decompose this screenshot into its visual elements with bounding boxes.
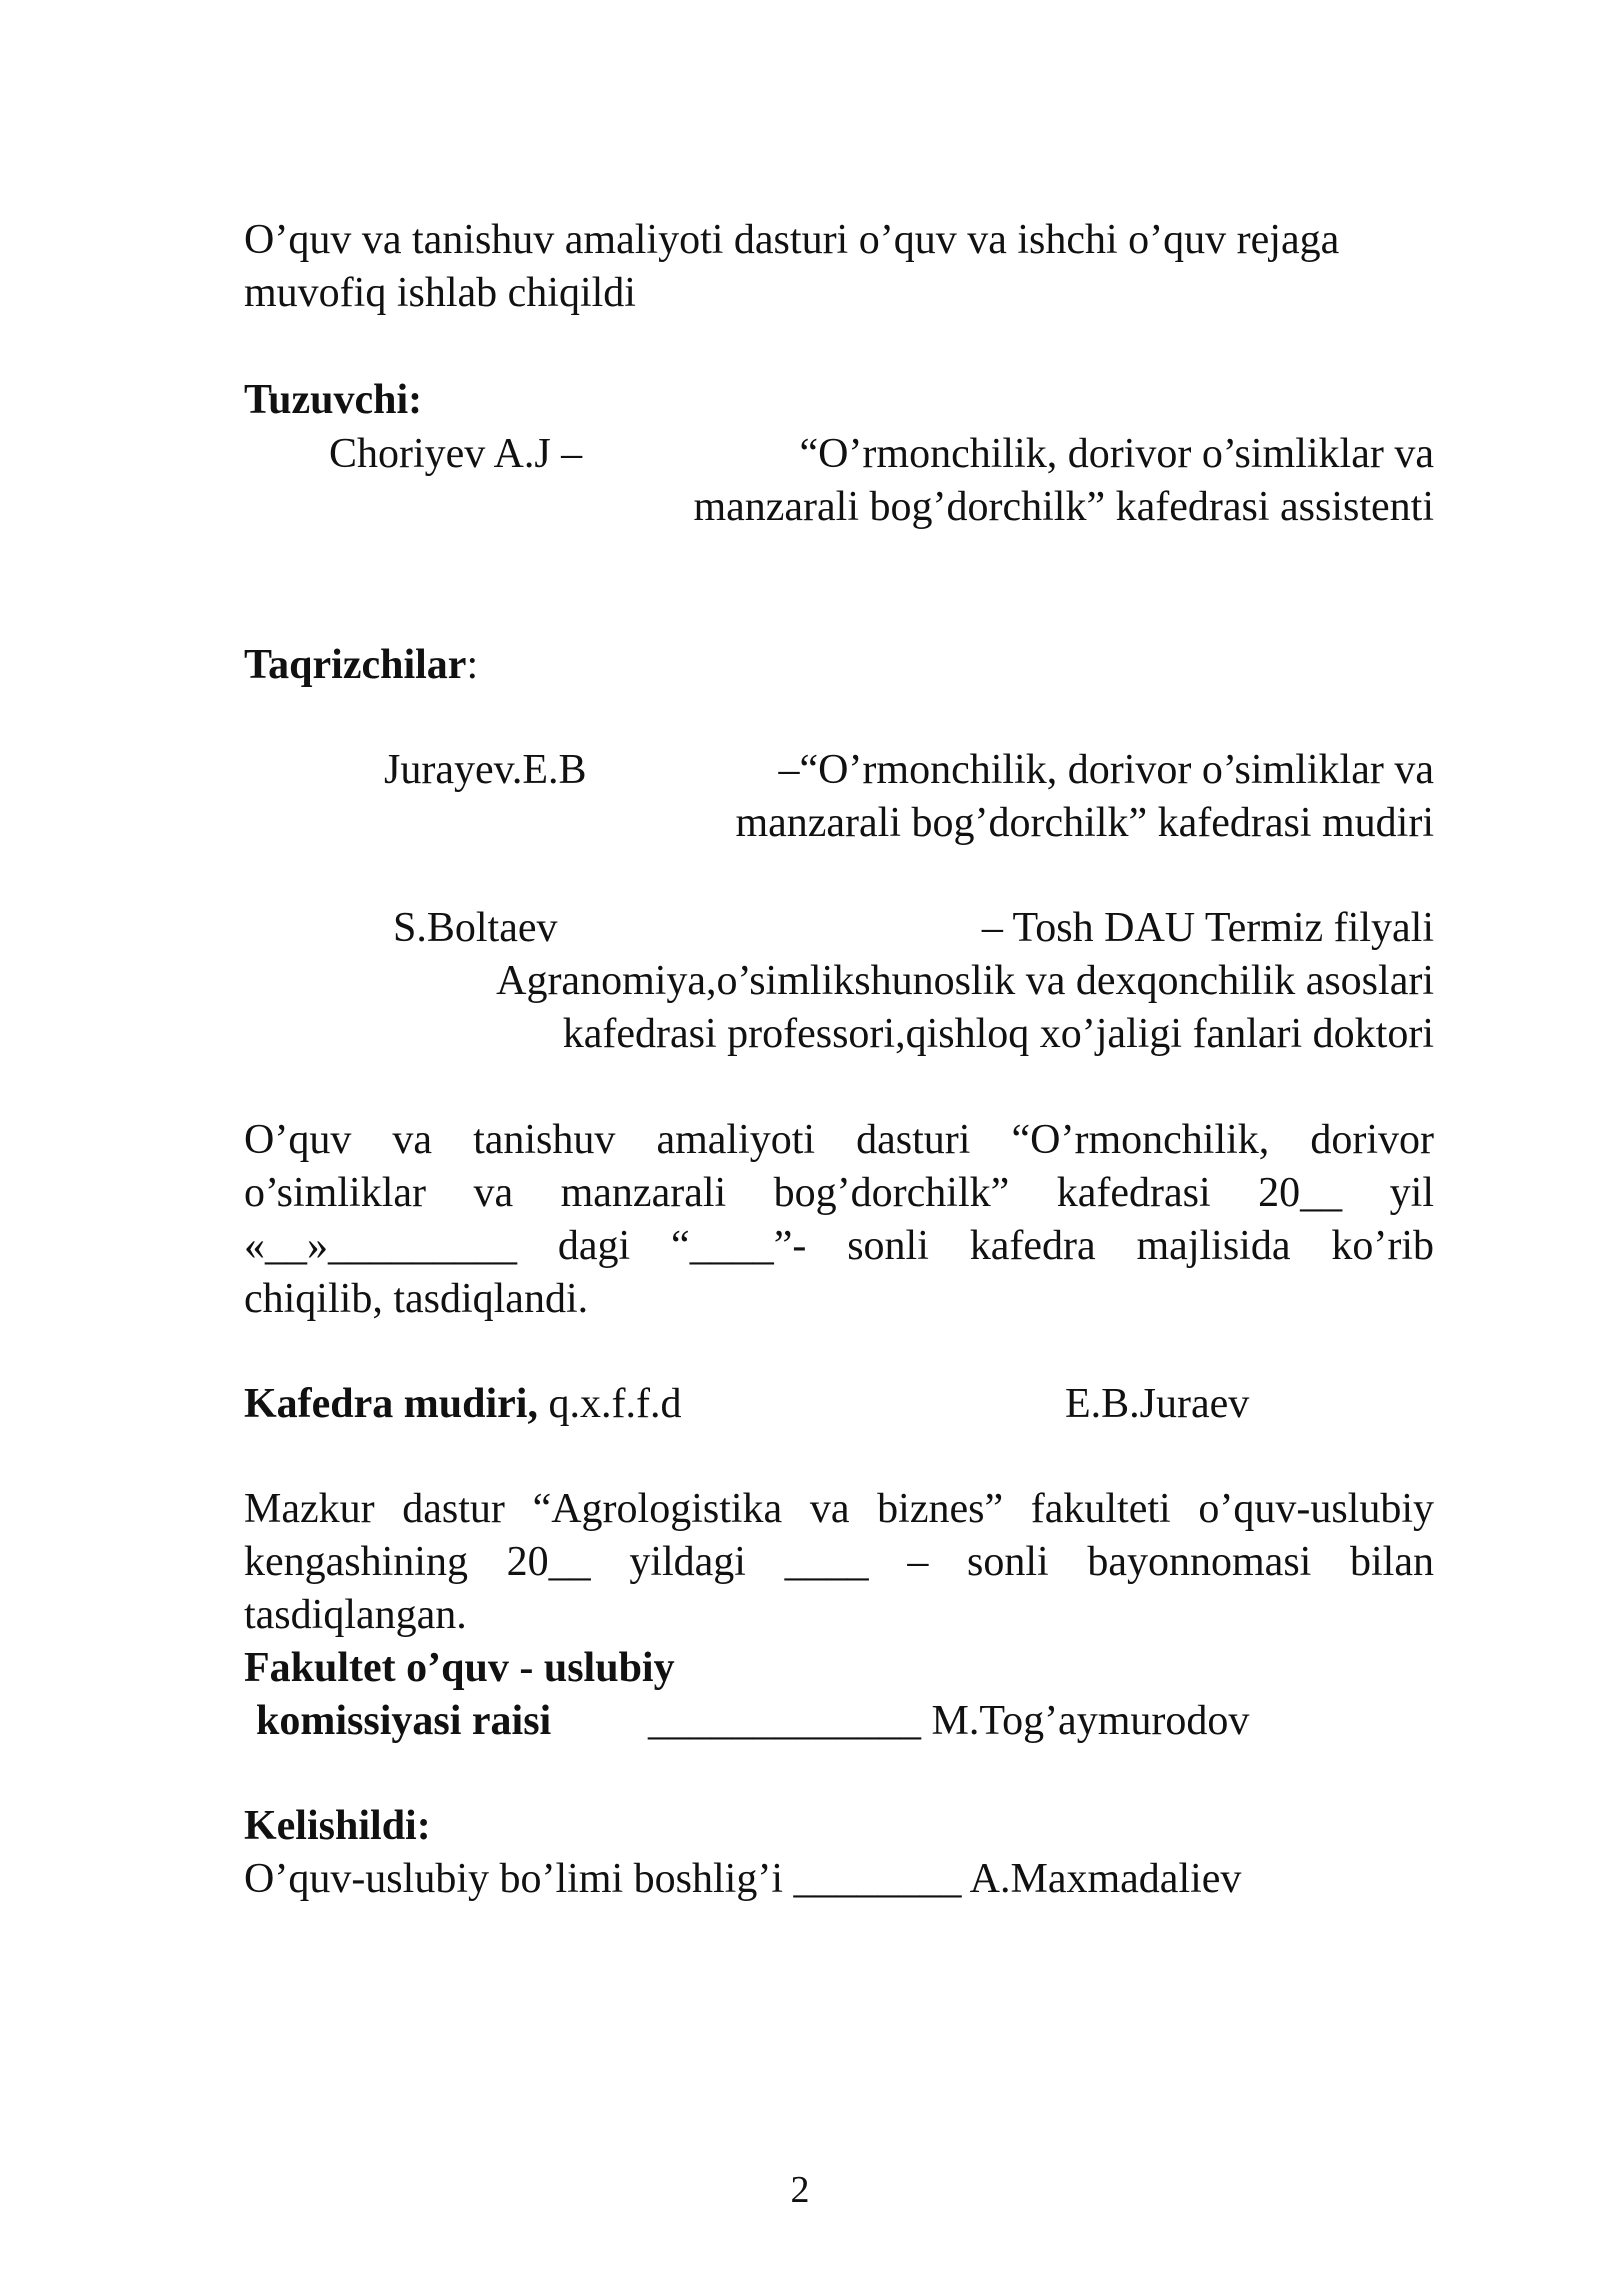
reviewer-1-role-line-1: –“O’rmonchilik, dorivor o’simliklar va — [778, 747, 1434, 793]
reviewer-1-name: Jurayev.E.B — [384, 747, 587, 793]
reviewer-1-role-line-2: manzarali bog’dorchilk” kafedrasi mudiri — [735, 800, 1434, 846]
reviewers-heading-colon: : — [466, 642, 479, 688]
approval-line-3: «__»_________ dagi “____”- sonli kafedra majlisida ko’rib — [244, 1223, 1434, 1269]
head-of-department-degree: q.x.f.f.d — [537, 1381, 682, 1427]
head-of-department-label: Kafedra mudiri, — [244, 1381, 538, 1427]
reviewer-2-name: S.Boltaev — [393, 905, 558, 951]
approval-line-1: O’quv va tanishuv amaliyoti dasturi “O’rmonchilik, dorivor — [244, 1117, 1434, 1163]
faculty-line-3: tasdiqlangan. — [244, 1592, 467, 1638]
faculty-line-1: Mazkur dastur “Agrologistika va biznes” fakulteti o’quv-uslubiy — [244, 1486, 1434, 1532]
faculty-chair-signature: _____________ M.Tog’aymurodov — [648, 1698, 1250, 1744]
compiler-role-line-1: “O’rmonchilik, dorivor o’simliklar va — [799, 431, 1434, 477]
faculty-chair-label-line-1: Fakultet o’quv - uslubiy — [244, 1645, 675, 1691]
compiler-heading: Tuzuvchi: — [244, 377, 423, 423]
reviewers-heading — [244, 639, 478, 691]
head-of-department-name: E.B.Juraev — [1065, 1381, 1250, 1427]
intro-line-1: O’quv va tanishuv amaliyoti dasturi o’quv va ishchi o’quv rejaga — [244, 217, 1340, 263]
reviewer-2-role-line-1: – Tosh DAU Termiz filyali — [981, 905, 1434, 951]
agreed-heading: Kelishildi: — [244, 1803, 431, 1849]
compiler-role-line-2: manzarali bog’dorchilk” kafedrasi assistenti — [693, 484, 1434, 530]
reviewer-2-role-line-2: Agranomiya,o’simlikshunoslik va dexqonchilik asoslari — [496, 958, 1434, 1004]
approval-line-4: chiqilib, tasdiqlandi. — [244, 1276, 589, 1322]
head-of-department-line — [244, 1378, 681, 1430]
reviewer-2-role-line-3: kafedrasi professori,qishloq xo’jaligi fanlari doktori — [562, 1011, 1434, 1057]
compiler-name: Choriyev A.J – — [329, 431, 583, 477]
agreed-line: O’quv-uslubiy bo’limi boshlig’i ________ A.Maxmadaliev — [244, 1856, 1242, 1902]
faculty-chair-label-line-2: komissiyasi raisi — [256, 1698, 552, 1744]
page-number: 2 — [790, 2169, 810, 2211]
approval-line-2: o’simliklar va manzarali bog’dorchilk” kafedrasi 20__ yil — [244, 1170, 1434, 1216]
reviewers-heading-text: Taqrizchilar — [244, 642, 467, 688]
intro-line-2: muvofiq ishlab chiqildi — [244, 270, 636, 316]
faculty-line-2: kengashining 20__ yildagi ____ – sonli bayonnomasi bilan — [244, 1539, 1434, 1585]
